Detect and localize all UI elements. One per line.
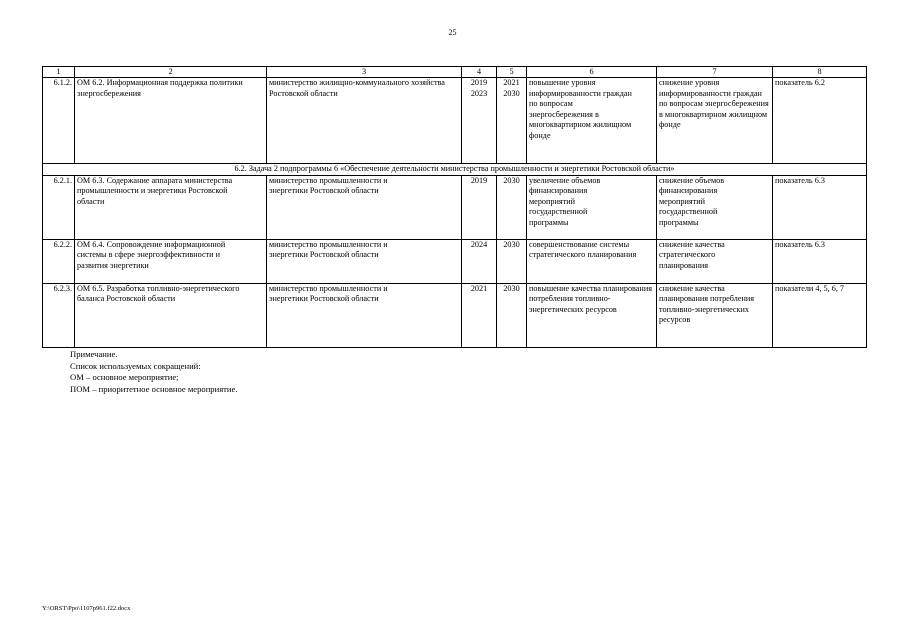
column-number: 1: [43, 67, 75, 78]
start-year: 2024: [462, 239, 497, 283]
expected-result: совершенствование системы стратегического планирования: [527, 239, 657, 283]
notes: [70, 349, 237, 395]
section-title: 6.2. Задача 2 подпрограммы 6 «Обеспечение деятельности министерства промышленности и энергетики Ростовской области»: [43, 164, 867, 176]
column-number: 2: [75, 67, 267, 78]
table-row: [43, 283, 867, 347]
row-number: 6.2.2.: [43, 239, 75, 283]
executor: министерство жилищно-коммунального хозяйства Ростовской области: [267, 78, 462, 164]
column-number: 5: [497, 67, 527, 78]
file-path: Y:\ORST\Ppo\1107p961.f22.docx: [42, 605, 131, 612]
consequences: снижение объемов финансирования мероприятий государственной программы: [657, 175, 773, 239]
expected-result: повышение качества планирования потребления топливно-энергетических ресурсов: [527, 283, 657, 347]
row-number: 6.2.3.: [43, 283, 75, 347]
table-row: [43, 175, 867, 239]
column-number-row: [43, 67, 867, 78]
column-number: 6: [527, 67, 657, 78]
abbreviation-om: ОМ – основное мероприятие;: [70, 372, 179, 383]
end-year: 2030: [497, 175, 527, 239]
column-number: 3: [267, 67, 462, 78]
start-year: 2019: [462, 175, 497, 239]
indicator: показатель 6.3: [773, 175, 867, 239]
executor: министерство промышленности и энергетики Ростовской области: [267, 175, 462, 239]
page-number: 25: [448, 28, 457, 37]
row-number: 6.1.2.: [43, 78, 75, 164]
indicator: показатели 4, 5, 6, 7: [773, 283, 867, 347]
column-number: 4: [462, 67, 497, 78]
measure-name: ОМ 6.2. Информационная поддержка политики энергосбережения: [75, 78, 267, 164]
executor: министерство промышленности и энергетики Ростовской области: [267, 283, 462, 347]
consequences: снижение качества стратегического планирования: [657, 239, 773, 283]
measure-name: ОМ 6.5. Разработка топливно-энергетического баланса Ростовской области: [75, 283, 267, 347]
executor: министерство промышленности и энергетики Ростовской области: [267, 239, 462, 283]
start-year: 2021: [462, 283, 497, 347]
end-year: 2030: [497, 239, 527, 283]
measure-name: ОМ 6.3. Содержание аппарата министерства промышленности и энергетики Ростовской области: [75, 175, 267, 239]
end-year: 2021 2030: [497, 78, 527, 164]
start-year: 2019 2023: [462, 78, 497, 164]
row-number: 6.2.1.: [43, 175, 75, 239]
expected-result: повышение уровня информированности граждан по вопросам энергосбережения в многоквартирном жилищном фонде: [527, 78, 657, 164]
consequences: снижение уровня информированности граждан по вопросам энергосбережения в многоквартирном жилищном фонде: [657, 78, 773, 164]
abbreviation-pom: ПОМ – приоритетное основное мероприятие.: [70, 383, 238, 394]
notes-intro: Список используемых сокращений:: [70, 360, 201, 371]
notes-title: Примечание.: [70, 349, 118, 359]
end-year: 2030: [497, 283, 527, 347]
expected-result: увеличение объемов финансирования мероприятий государственной программы: [527, 175, 657, 239]
column-number: 8: [773, 67, 867, 78]
measure-name: ОМ 6.4. Сопровождение информационной системы в сфере энергоэффективности и развития энергетики: [75, 239, 267, 283]
indicator: показатель 6.2: [773, 78, 867, 164]
consequences: снижение качества планирования потребления топливно-энергетических ресурсов: [657, 283, 773, 347]
indicator: показатель 6.3: [773, 239, 867, 283]
measures-table: [42, 66, 867, 348]
table-row: [43, 239, 867, 283]
table-row: [43, 78, 867, 164]
column-number: 7: [657, 67, 773, 78]
section-row: [43, 164, 867, 176]
